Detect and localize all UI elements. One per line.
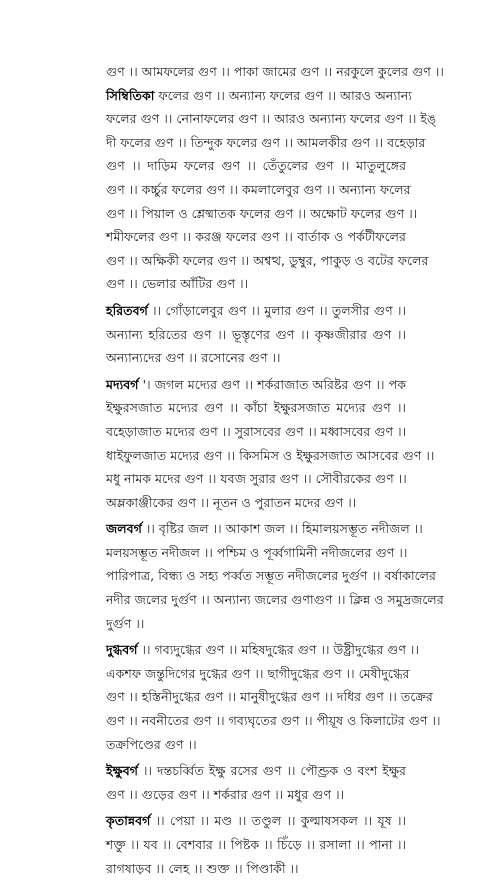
line-text: গুণ ।। গুড়ের গুণ ।। শর্করার গুণ ।। মধুর গুণ ।। xyxy=(106,786,345,802)
text-line xyxy=(106,444,435,468)
text-line xyxy=(106,420,406,444)
text-line xyxy=(106,467,406,491)
line-text: দুর্গুণ ।। xyxy=(106,615,145,631)
line-text: ।। দন্তচর্ব্বিত ইক্ষু রসের গুণ ।। পৌণ্ড্রক ও বংশ ইক্ষুর xyxy=(138,763,406,779)
text-line xyxy=(106,154,406,178)
text-line xyxy=(106,685,433,709)
text-line xyxy=(106,809,406,833)
text-line xyxy=(106,709,441,733)
line-text: গুণ ।। ভেলার আঁটির গুণ ।। xyxy=(106,276,249,292)
text-line xyxy=(106,759,406,783)
line-text: ।। পেয়া ।। মণ্ড ।। তণ্ডুল ।। কুল্মাষসকল ।। যূষ ।। xyxy=(150,813,406,829)
line-text: ফলের গুণ ।। অন্যান্য ফলের গুণ ।। আরও অন্যান্য xyxy=(154,87,412,103)
text-line xyxy=(106,346,406,370)
line-text: ।। গোঁড়ালেবুর গুণ ।। মুলার গুণ ।। তুলসীর গুণ ।। xyxy=(147,302,406,318)
line-text: গুণ ।। দাড়িম ফলের গুণ ।। তেঁতুলের গুণ ।। মাতুলুঙ্গের xyxy=(106,158,406,174)
line-text: গুণ ।। নবনীতের গুণ ।। গব্যঘৃতের গুণ ।। পীয়ূষ ও কিলাটের গুণ ।। xyxy=(106,713,441,729)
text-line xyxy=(106,396,406,420)
section-heading: সিম্বিতিকা xyxy=(106,87,155,103)
section-heading: মদ্যবর্গ xyxy=(106,376,139,392)
line-text: রাগষাড়ব ।। লেহ ।। শুক্ত ।। পিণ্ডাকী ।। xyxy=(106,860,299,876)
section-heading: দুগ্ধবর্গ xyxy=(106,642,138,658)
line-text: গুণ ।। আমফলের গুণ ।। পাকা জামের গুণ ।। নরকুলে কুলের গুণ ।। xyxy=(106,64,444,79)
section-heading: ইক্ষুবর্গ xyxy=(106,763,139,779)
text-line xyxy=(106,662,410,686)
section-heading: হরিতবর্গ xyxy=(106,302,148,318)
line-text: অম্লকাঞ্জীকের গুণ ।। নূতন ও পুরাতন মদের গুণ ।। xyxy=(106,494,357,510)
line-text: মলয়সম্ভূত নদীজল ।। পশ্চিম ও পূর্ব্বগামিনী নদীজলের গুণ ।। xyxy=(106,544,408,560)
text-line xyxy=(106,373,406,397)
text-line xyxy=(106,638,419,662)
line-text: মধু নামক মদের গুণ ।। যবজ সুরার গুণ ।। সৌবীরকের গুণ ।। xyxy=(106,471,407,487)
text-line xyxy=(106,60,444,84)
text-line xyxy=(106,517,423,541)
text-line xyxy=(106,323,406,347)
line-text: ।। গব্যদুগ্ধের গুণ ।। মহিষদুগ্ধের গুণ ।। উষ্ট্রীদুগ্ধের গুণ ।। xyxy=(137,642,419,658)
text-line xyxy=(106,612,406,636)
text-line xyxy=(106,783,406,807)
section-heading: জলবর্গ xyxy=(106,521,142,537)
text-line xyxy=(106,202,418,226)
text-line xyxy=(106,249,429,273)
line-text: পারিপাত্র, বিন্ধ্য ও সহ্য পর্ব্বত সম্ভূত নদীজলের দুর্গুণ ।। বর্ষাকালের xyxy=(106,568,436,584)
text-line xyxy=(106,491,406,515)
line-text: গুণ ।। কর্চ্চুর ফলের গুণ ।। কমলালেবুর গুণ ।। অন্যান্য ফলের xyxy=(106,181,411,197)
text-line xyxy=(106,733,406,757)
text-line xyxy=(106,107,437,131)
line-text: ফলের গুণ ।। নোনাফলের গুণ ।। আরও অন্যান্য ফলের গুণ ।। ইঙ্ xyxy=(106,111,437,127)
text-line xyxy=(106,857,406,880)
line-text: বহেড়াজাত মদ্যের গুণ ।। সুরাসবের গুণ ।। মধ্বাসবের গুণ ।। xyxy=(106,423,407,439)
text-line xyxy=(106,272,406,296)
line-text: ইক্ষুরসজাত মদ্যের গুণ ।। কাঁচা ইক্ষুরসজাত মদ্যের গুণ ।। xyxy=(106,400,406,416)
text-line xyxy=(106,833,406,857)
line-text: গুণ ।। পিয়াল ও শ্লেষ্মাতক ফলের গুণ ।। অক্ষোট ফলের গুণ ।। xyxy=(106,205,418,221)
text-line xyxy=(106,541,406,565)
text-line xyxy=(106,131,426,155)
line-text: অন্যান্যদের গুণ ।। রসোনের গুণ ।। xyxy=(106,350,281,366)
line-text: গুণ ।। অক্ষিকী ফলের গুণ ।। অশ্বত্থ, ডুম্বুর, পাকুড় ও বটের ফলের xyxy=(106,252,429,268)
line-text: একশফ জন্তুদিগের দুগ্ধের গুণ ।। ছাগীদুগ্ধের গুণ ।। মেষীদুগ্ধের xyxy=(106,665,410,681)
text-line xyxy=(106,84,412,108)
line-text: '। জগল মদ্যের গুণ ।। শর্করাজাত অরিষ্টর গুণ ।। পক xyxy=(138,376,406,392)
text-line xyxy=(106,564,436,588)
line-text: শমীফলের গুণ ।। করঞ্জ ফলের গুণ ।। বার্তাক ও পর্কটীফলের xyxy=(106,229,406,245)
line-text: দী ফলের গুণ ।। তিন্দুক ফলের গুণ ।। আমলকীর গুণ ।। বহেড়ার xyxy=(106,134,426,150)
line-text: তক্রপিণ্ডের গুণ ।। xyxy=(106,736,197,752)
text-line xyxy=(106,299,406,323)
line-text: শক্তু ।। যব ।। বেশবার ।। পিষ্টক ।। চিঁড়ে ।। রসালা ।। পানা ।। xyxy=(106,837,406,852)
line-text: নদীর জলের দুর্গুণ ।। অন্যান্য জলের গুণাগুণ ।। ক্লিন্ন ও সমুদ্রজলের xyxy=(106,592,444,608)
text-line xyxy=(106,178,411,202)
text-line xyxy=(106,225,406,249)
line-text: গুণ ।। হস্তিনীদুগ্ধের গুণ ।। মানুষীদুগ্ধের গুণ ।। দধির গুণ ।। তক্রের xyxy=(106,689,433,705)
page-text-block xyxy=(106,60,444,880)
line-text: ধাইফুলজাত মদ্যের গুণ ।। কিসমিস ও ইক্ষুরসজাত আসবের গুণ ।। xyxy=(106,447,435,463)
text-line xyxy=(106,588,444,612)
line-text: ।। বৃষ্টির জল ।। আকাশ জল ।। হিমালয়সম্ভূত নদীজল ।। xyxy=(141,521,423,537)
section-heading: কৃতান্নবর্গ xyxy=(106,813,151,829)
line-text: অন্যান্য হরিতের গুণ ।। ভূস্তৃণের গুণ ।। কৃষ্ণজীরার গুণ ।। xyxy=(106,326,406,342)
